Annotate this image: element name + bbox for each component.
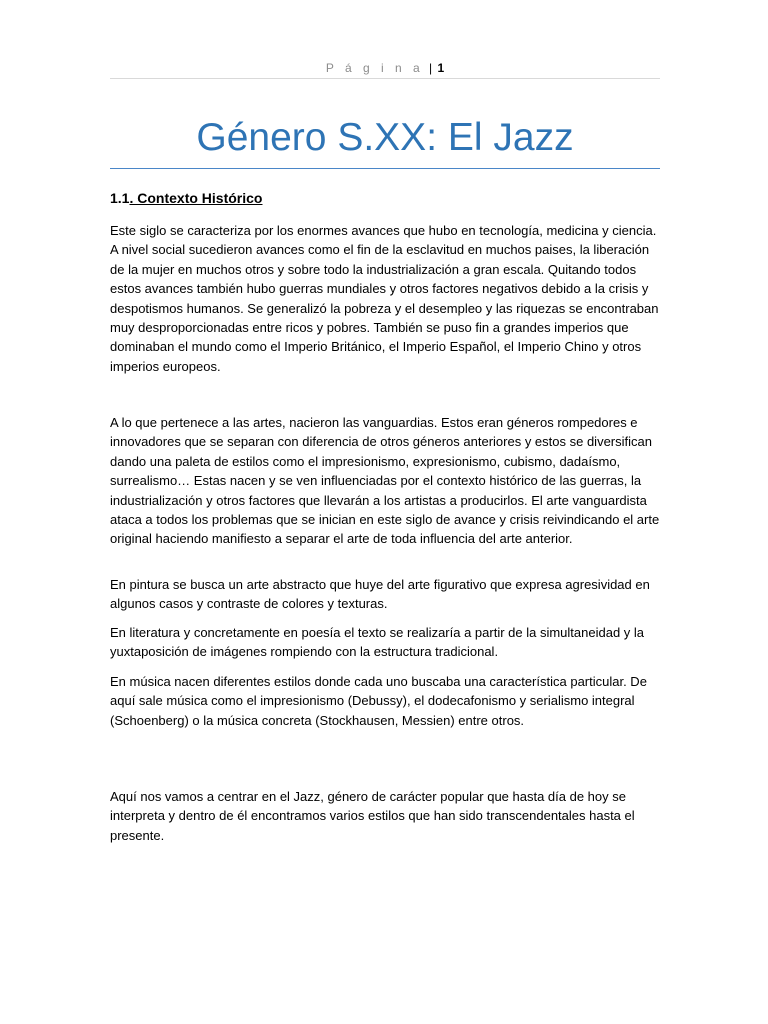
paragraph-painting: En pintura se busca un arte abstracto que huye del arte figurativo que expresa agresividad en algunos casos y contraste de colores y texturas. (110, 577, 650, 612)
page-label: P á g i n a (325, 61, 424, 75)
page-number: 1 (437, 61, 445, 75)
paragraph-literature: En literatura y concretamente en poesía el texto se realizaría a partir de la simultaneidad y la yuxtaposición de imágenes rompiendo con la estructura tradicional. (110, 625, 645, 660)
paragraph-vanguards: A lo que pertenece a las artes, nacieron las vanguardias. Estos eran géneros rompedores e innovadores que se separan con diferencia de otros géneros anteriores y estos se diversifican dando una paleta de estilos como el impresionismo, expresionismo, cubismo, dadaísmo, surrealismo… Estas nacen y se ven influenciadas por el contexto histórico de las guerras, la industrialización y otros factores que llevarán a los artistas a producirlos. El arte vanguardista ataca a todos los problemas que se inician en este siglo de avance y crisis reivindicando el arte original haciendo manifiesto a separar el arte de toda influencia del arte anterior. (110, 415, 660, 547)
paragraph-music: En música nacen diferentes estilos donde cada uno buscaba una característica particular. De aquí sale música como el impresionismo (Debussy), el dodecafonismo y serialismo integral (Schoenberg) o la música concreta (Stockhausen, Messien) entre otros. (110, 674, 647, 728)
section-title: . Contexto Histórico (129, 190, 263, 206)
page-separator: | (429, 61, 433, 75)
paragraph-context: Este siglo se caracteriza por los enormes avances que hubo en tecnología, medicina y ciencia. A nivel social sucedieron avances como el fin de la esclavitud en muchos paises, la liberación de la mujer en muchos otros y sobre todo la industrialización a gran escala. Quitando todos estos avances también hubo guerras mundiales y otros factores negativos debido a la crisis y despotismos humanos. Se generalizó la pobreza y el desempleo y las riquezas se encontraban muy desproporcionadas entre ricos y pobres. También se puso fin a grandes imperios que dominaban el mundo como el Imperio Británico, el Imperio Español, el Imperio Chino y otros imperios europeos. (110, 223, 659, 374)
header-divider (110, 78, 660, 79)
paragraph-jazz: Aquí nos vamos a centrar en el Jazz, género de carácter popular que hasta día de hoy se interpreta y dentro de él encontramos varios estilos que han sido transcendentales hasta el presente. (110, 789, 635, 843)
title-divider (110, 168, 660, 169)
document-title: Género S.XX: El Jazz (196, 116, 574, 159)
section-heading (110, 189, 262, 207)
page-header (110, 60, 660, 76)
section-number: 1.1 (110, 190, 130, 206)
